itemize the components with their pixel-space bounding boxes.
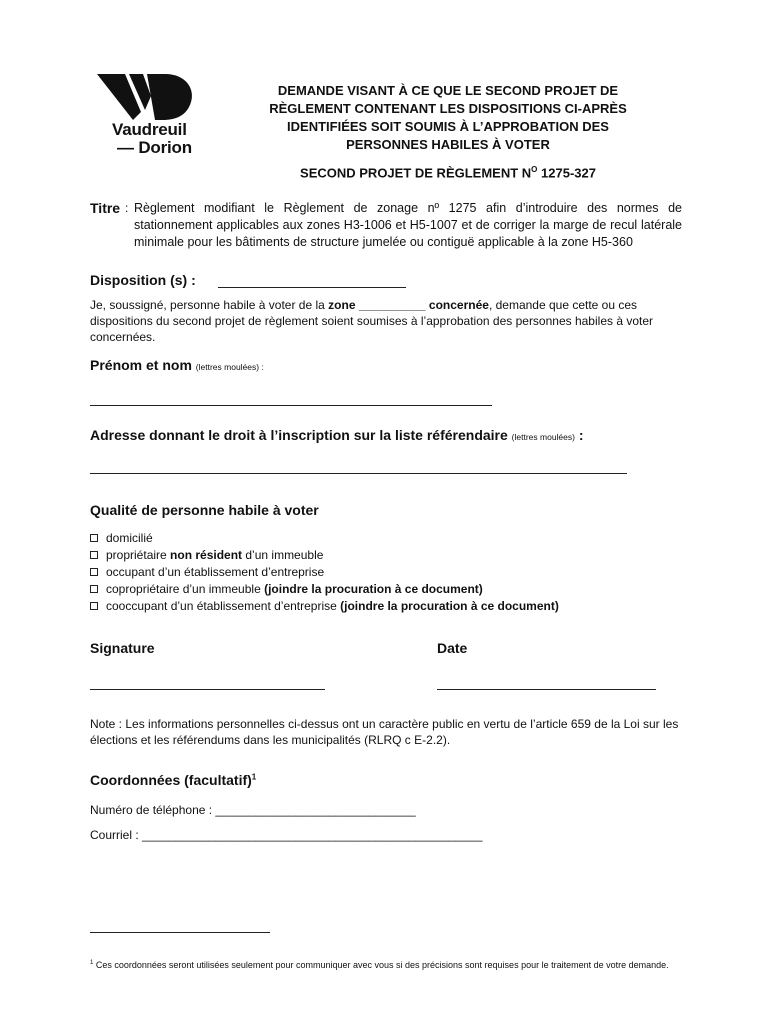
reg-title-sup: O	[531, 165, 538, 174]
option-text	[106, 582, 483, 596]
reg-title-text: SECOND PROJET DE RÈGLEMENT N	[300, 165, 532, 181]
checkbox-icon[interactable]	[90, 568, 98, 576]
adresse-title: Adresse donnant le droit à l’inscription sur la liste référendaire	[90, 427, 508, 443]
adresse-input-line[interactable]	[90, 473, 627, 474]
footnote-mark: 1	[90, 960, 94, 966]
disposition-input-line[interactable]	[218, 287, 406, 288]
option-text-pre: cooccupant d’un établissement d’entreprise	[106, 598, 341, 613]
disposition-zone: zone __________ concernée	[328, 298, 489, 312]
date-label: Date	[437, 640, 468, 656]
reg-number: 1275-327	[537, 165, 596, 181]
logo-text-line2: — Dorion	[117, 138, 192, 157]
adresse-label	[90, 427, 584, 443]
phone-field[interactable]: Numéro de téléphone : ______________________________	[90, 803, 416, 817]
footnote-separator	[90, 932, 270, 933]
option-text: occupant d’un établissement d’entreprise	[106, 564, 325, 579]
titre-text: Règlement modifiant le Règlement de zonage nº 1275 afin d’introduire des normes de stationnement applicables aux zones H3-1006 et H5-1007 et de corriger la marge de recul latérale minimale pour les bâtiments de structure jumelée ou contiguë applicable à la zone H5-360	[134, 201, 682, 249]
prenom-nom-label	[90, 357, 264, 373]
qualite-option[interactable]	[90, 597, 559, 614]
option-text-bold: non résident	[170, 547, 243, 562]
title-line-2: RÈGLEMENT CONTENANT LES DISPOSITIONS CI-APRÈS	[269, 101, 627, 116]
checkbox-icon[interactable]	[90, 585, 98, 593]
adresse-hint: (lettres moulées)	[511, 432, 575, 442]
disposition-label: Disposition (s) :	[90, 272, 196, 288]
adresse-colon: :	[578, 427, 584, 443]
signature-input-line[interactable]	[90, 689, 325, 690]
title-line-3: IDENTIFIÉES SOIT SOUMIS À L’APPROBATION DES	[287, 119, 609, 134]
date-input-line[interactable]	[437, 689, 656, 690]
logo-text-line1: Vaudreuil	[112, 120, 187, 139]
vaudreuil-dorion-logo	[95, 72, 195, 127]
signature-label: Signature	[90, 640, 155, 656]
title-line-4: PERSONNES HABILES À VOTER	[346, 137, 550, 152]
option-text	[106, 599, 559, 613]
qualite-option[interactable]	[90, 563, 324, 580]
qualite-option[interactable]	[90, 529, 153, 546]
coordonnees-title: Coordonnées (facultatif)	[90, 772, 252, 788]
titre-colon: :	[125, 201, 129, 215]
prenom-nom-hint: (lettres moulées) :	[195, 362, 264, 372]
prenom-nom-title: Prénom et nom	[90, 357, 192, 373]
checkbox-icon[interactable]	[90, 602, 98, 610]
checkbox-icon[interactable]	[90, 551, 98, 559]
document-title	[248, 82, 648, 154]
checkbox-icon[interactable]	[90, 534, 98, 542]
coordonnees-label	[90, 772, 256, 788]
option-text-post: d’un immeuble	[242, 547, 324, 562]
footnote	[90, 957, 690, 971]
disposition-text-pre: Je, soussigné, personne habile à voter de la	[90, 298, 329, 312]
disposition-paragraph	[90, 297, 684, 345]
option-text-bold: (joindre la procuration à ce document)	[340, 598, 559, 613]
disposition-text-post: , demande que cette ou ces dispositions du second projet de règlement soient soumises à l’approbation des personnes habiles à voter concernées.	[90, 298, 654, 344]
prenom-nom-input-line[interactable]	[90, 405, 492, 406]
coordonnees-footnote-ref: 1	[251, 772, 257, 782]
option-text-pre: copropriétaire d’un immeuble	[106, 581, 265, 596]
qualite-label: Qualité de personne habile à voter	[90, 502, 319, 518]
email-field[interactable]: Courriel : ___________________________________________________	[90, 828, 483, 842]
option-text-pre: propriétaire	[106, 547, 171, 562]
regulation-number	[248, 165, 648, 180]
logo-mark-icon	[95, 72, 195, 122]
option-text: domicilié	[106, 530, 153, 545]
option-text-bold: (joindre la procuration à ce document)	[264, 581, 483, 596]
qualite-option[interactable]	[90, 546, 323, 563]
footnote-text: Ces coordonnées seront utilisées seulement pour communiquer avec vous si des précisions sont requises pour le traitement de votre demande.	[93, 960, 669, 970]
titre-label: Titre	[90, 200, 121, 216]
option-text	[106, 548, 323, 562]
qualite-option[interactable]	[90, 580, 483, 597]
privacy-note: Note : Les informations personnelles ci-dessus ont un caractère public en vertu de l’article 659 de la Loi sur les élections et les référendums dans les municipalités (RLRQ c E-2.2).	[90, 717, 679, 747]
title-line-1: DEMANDE VISANT À CE QUE LE SECOND PROJET DE	[277, 83, 619, 98]
